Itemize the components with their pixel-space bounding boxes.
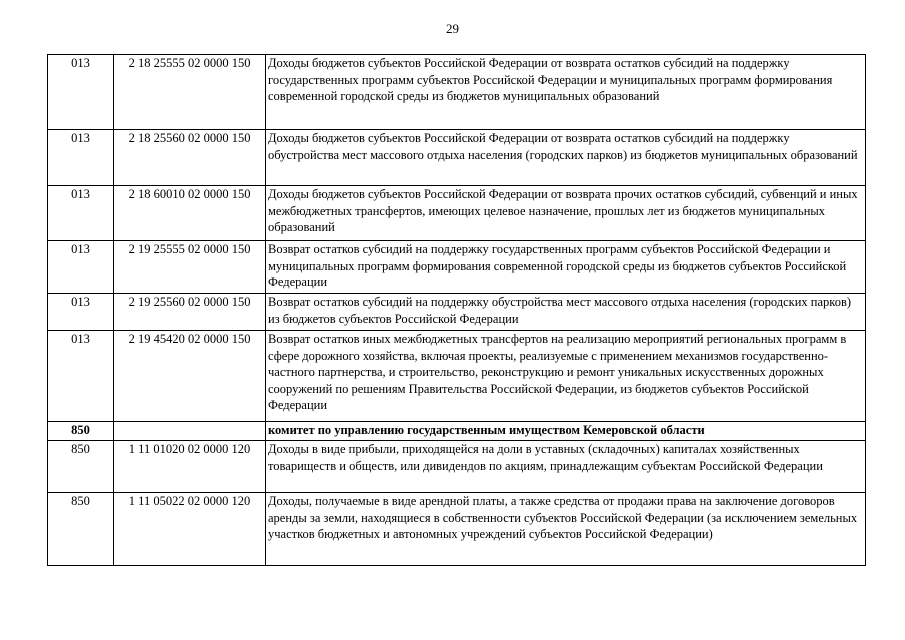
- admin-code-cell: 850: [48, 493, 114, 566]
- budget-code-cell: 2 18 25555 02 0000 150: [114, 55, 266, 130]
- table-row: [48, 55, 866, 130]
- budget-code-cell: 2 18 60010 02 0000 150: [114, 186, 266, 241]
- table-row: [48, 241, 866, 294]
- admin-code-cell: 013: [48, 294, 114, 331]
- admin-code-cell: 850: [48, 422, 114, 441]
- table-row: [48, 331, 866, 422]
- admin-code-cell: 013: [48, 186, 114, 241]
- admin-code-cell: 013: [48, 331, 114, 422]
- table-row: [48, 186, 866, 241]
- budget-code-cell: 1 11 05022 02 0000 120: [114, 493, 266, 566]
- admin-code-cell: 013: [48, 241, 114, 294]
- table-row: [48, 441, 866, 493]
- description-cell: Возврат остатков субсидий на поддержку государственных программ субъектов Российской Федерации и муниципальных программ формирования современной городской среды из бюджетов субъектов Российской Федерации: [266, 241, 866, 294]
- description-cell: Доходы бюджетов субъектов Российской Федерации от возврата остатков субсидий на поддержку обустройства мест массового отдыха населения (городских парков) из бюджетов муниципальных образований: [266, 130, 866, 186]
- description-cell: Возврат остатков иных межбюджетных трансфертов на реализацию мероприятий региональных программ в сфере дорожного хозяйства, включая проекты, реализуемые с применением механизмов государственно-частного партнерства, и строительство, реконструкцию и ремонт уникальных искусственных дорожных сооружений по решениям Правительства Российской Федерации, из бюджетов субъектов Российской Федерации: [266, 331, 866, 422]
- description-cell: комитет по управлению государственным имуществом Кемеровской области: [266, 422, 866, 441]
- description-cell: Доходы в виде прибыли, приходящейся на доли в уставных (складочных) капиталах хозяйственных товариществ и обществ, или дивидендов по акциям, принадлежащим субъектам Российской Федерации: [266, 441, 866, 493]
- admin-code-cell: 850: [48, 441, 114, 493]
- budget-code-cell: 2 18 25560 02 0000 150: [114, 130, 266, 186]
- budget-code-cell: [114, 422, 266, 441]
- table-row-section-header: [48, 422, 866, 441]
- admin-code-cell: 013: [48, 55, 114, 130]
- admin-code-cell: 013: [48, 130, 114, 186]
- description-cell: Доходы, получаемые в виде арендной платы, а также средства от продажи права на заключение договоров аренды за земли, находящиеся в собственности субъектов Российской Федерации (за исключением земельных участков бюджетных и автономных учреждений субъектов Российской Федерации): [266, 493, 866, 566]
- table-row: [48, 294, 866, 331]
- budget-code-cell: 2 19 45420 02 0000 150: [114, 331, 266, 422]
- budget-code-cell: 2 19 25555 02 0000 150: [114, 241, 266, 294]
- revenue-codes-table: [47, 54, 866, 566]
- description-cell: Доходы бюджетов субъектов Российской Федерации от возврата остатков субсидий на поддержку государственных программ субъектов Российской Федерации и муниципальных программ формирования современной городской среды из бюджетов муниципальных образований: [266, 55, 866, 130]
- description-cell: Доходы бюджетов субъектов Российской Федерации от возврата прочих остатков субсидий, субвенций и иных межбюджетных трансфертов, имеющих целевое назначение, прошлых лет из бюджетов муниципальных образований: [266, 186, 866, 241]
- table-row: [48, 130, 866, 186]
- page-number: 29: [446, 21, 459, 36]
- table-row: [48, 493, 866, 566]
- budget-code-cell: 1 11 01020 02 0000 120: [114, 441, 266, 493]
- budget-code-cell: 2 19 25560 02 0000 150: [114, 294, 266, 331]
- description-cell: Возврат остатков субсидий на поддержку обустройства мест массового отдыха населения (городских парков) из бюджетов субъектов Российской Федерации: [266, 294, 866, 331]
